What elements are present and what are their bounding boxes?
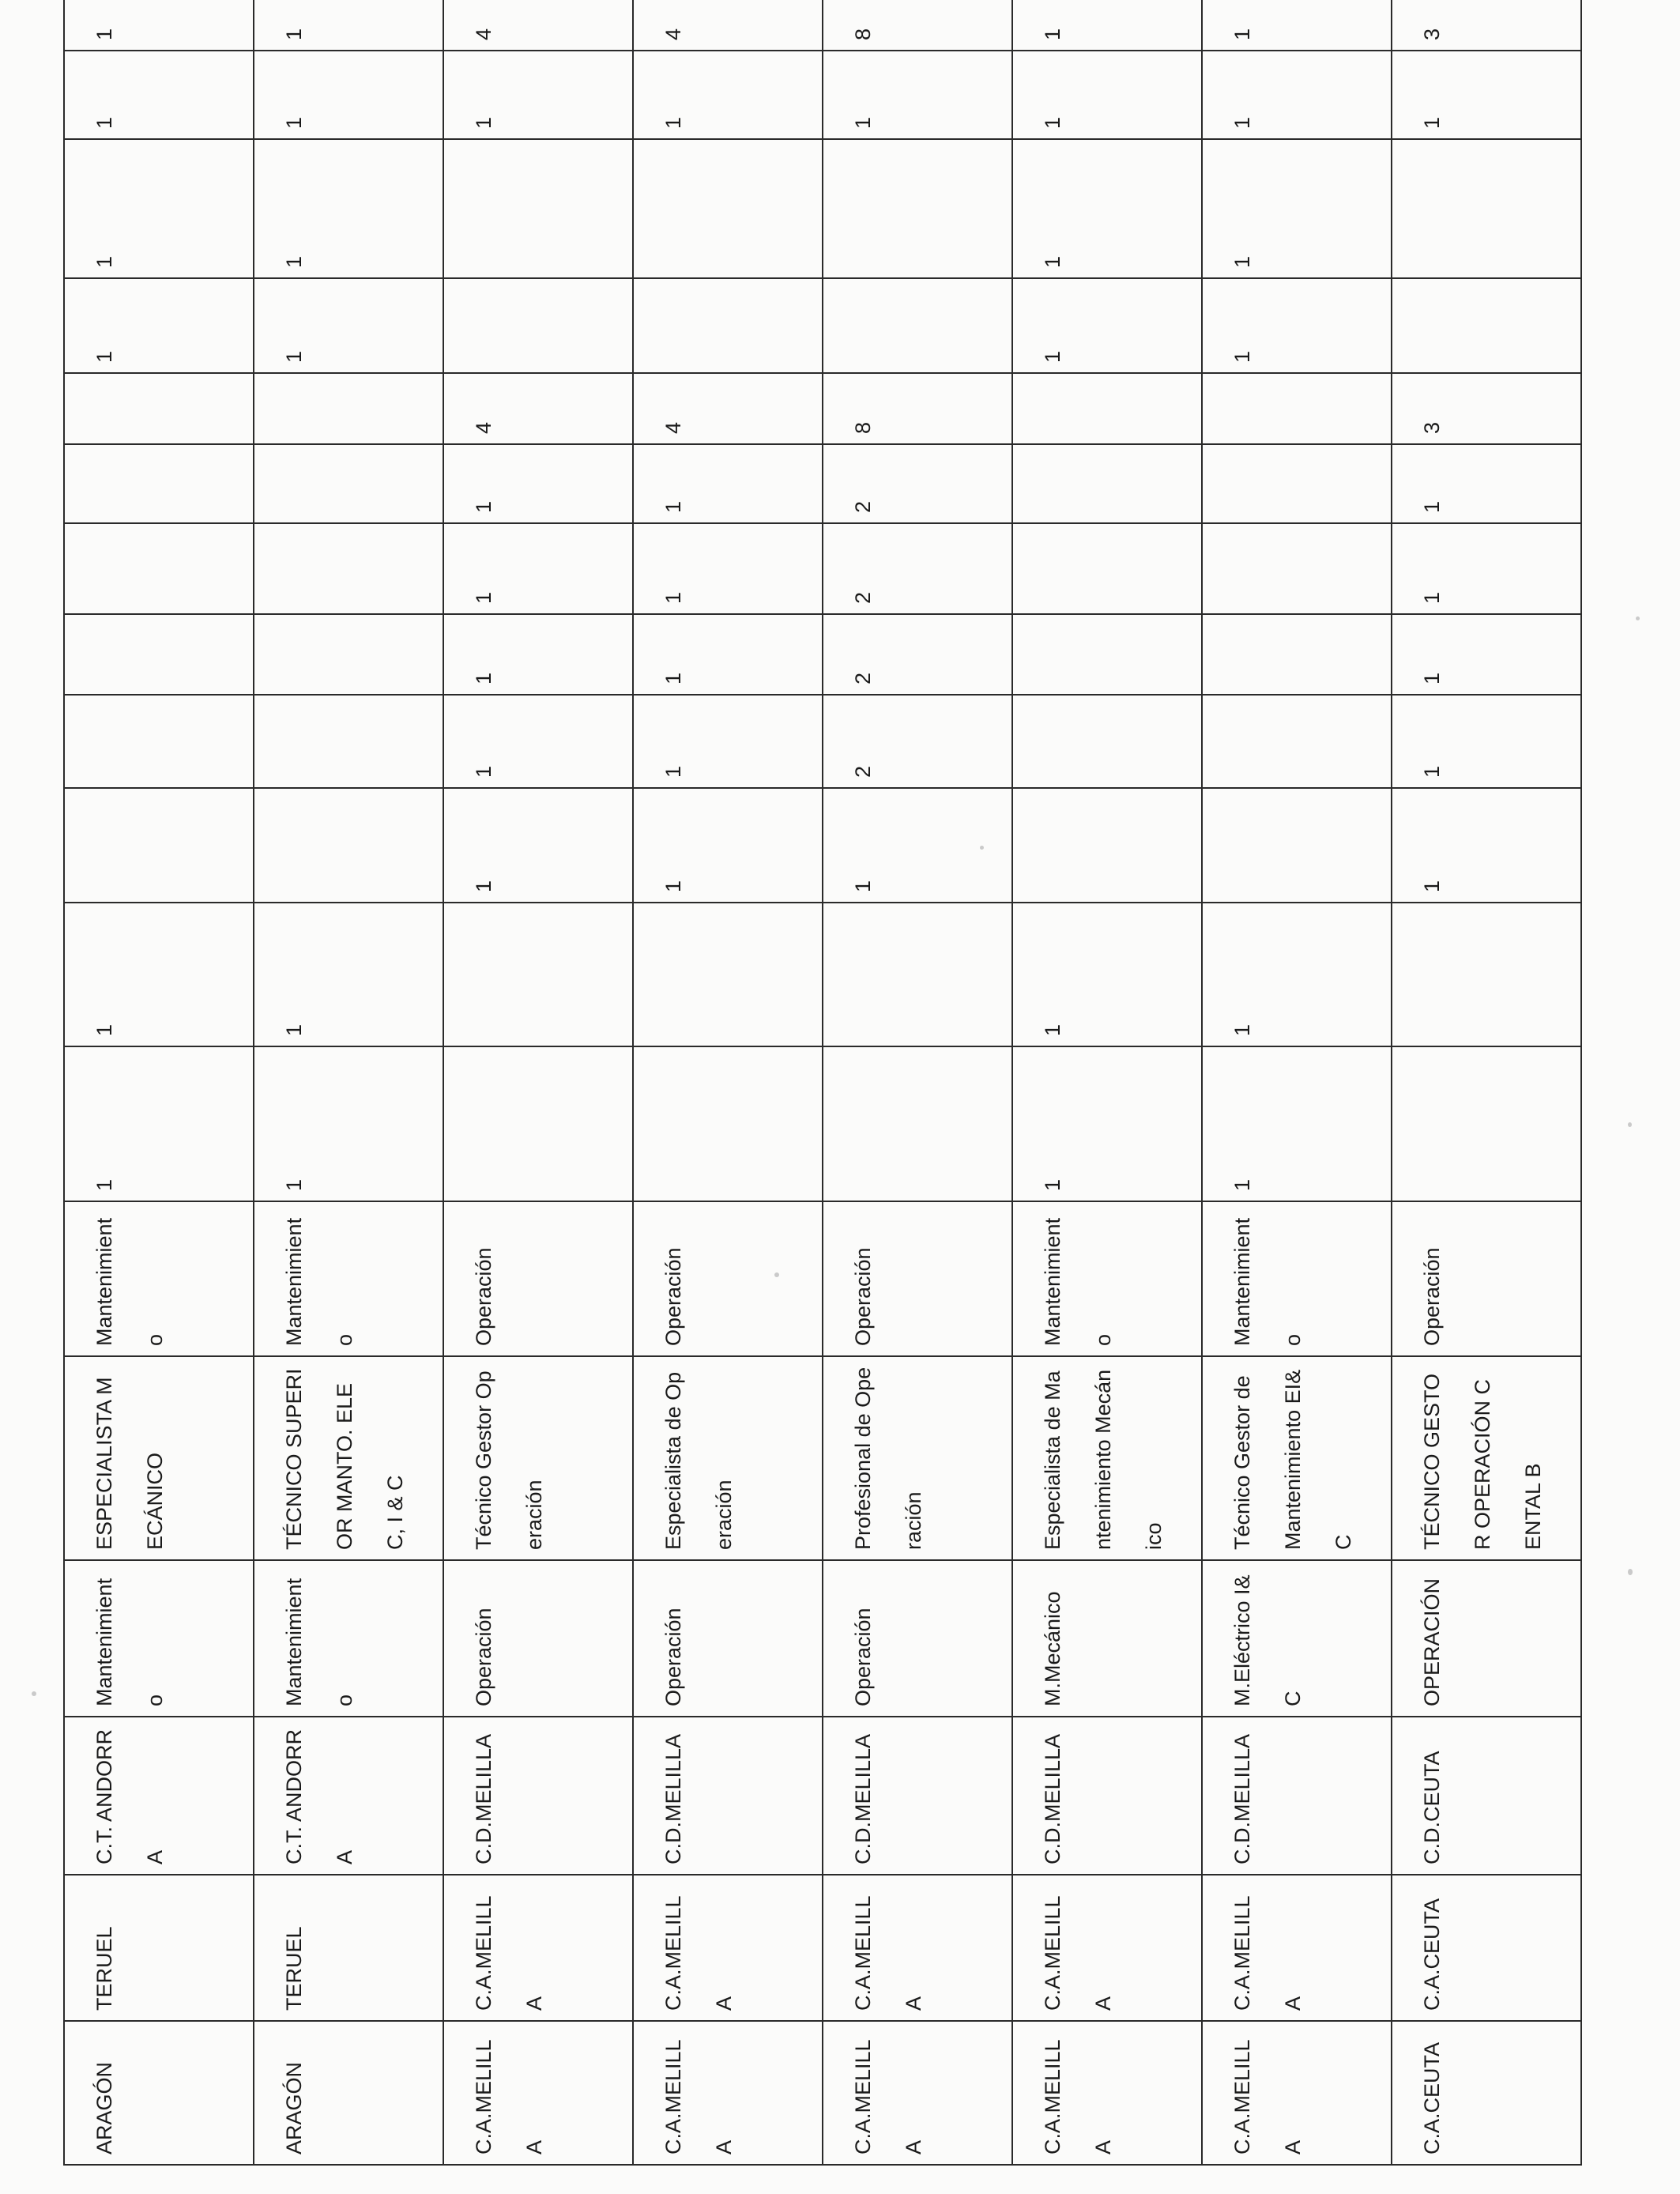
table-cell — [1012, 614, 1202, 695]
table-cell: Profesional de Operación — [823, 1356, 1012, 1560]
table-cell: 1 — [1012, 903, 1202, 1046]
table-cell — [254, 695, 443, 788]
table-cell: 1 — [1392, 695, 1581, 788]
table-cell: 1 — [443, 788, 633, 903]
table-cell — [254, 444, 443, 523]
table-cell — [633, 903, 823, 1046]
table-cell: 1 — [1202, 903, 1392, 1046]
table-cell: 1 — [1012, 0, 1202, 51]
table-cell — [823, 903, 1012, 1046]
table-cell: 1 — [64, 278, 254, 373]
table-cell — [633, 1046, 823, 1201]
table-cell: ESPECIALISTA MECÁNICO — [64, 1356, 254, 1560]
table-cell: TÉCNICO SUPERIOR MANTO. ELEC, I & C — [254, 1356, 443, 1560]
table-cell: C.A.MELILLA — [1012, 2021, 1202, 2165]
table-cell: C.D.MELILLA — [443, 1717, 633, 1875]
table-cell: 2 — [823, 695, 1012, 788]
table-cell: 1 — [254, 139, 443, 278]
table-cell: 1 — [64, 1046, 254, 1201]
rotated-table-container — [63, 12, 1580, 2166]
table-cell — [1392, 139, 1581, 278]
table-cell — [64, 614, 254, 695]
scan-speck — [1628, 1569, 1633, 1575]
table-cell: Mantenimiento — [254, 1560, 443, 1717]
table-cell: 1 — [443, 444, 633, 523]
table-cell — [64, 373, 254, 444]
table-cell: 1 — [443, 695, 633, 788]
table-cell: 1 — [823, 788, 1012, 903]
table-cell: Especialista de Operación — [633, 1356, 823, 1560]
scan-speck — [774, 1272, 779, 1277]
table-cell: ARAGÓN — [254, 2021, 443, 2165]
table-cell: 1 — [64, 903, 254, 1046]
table-cell: 2 — [823, 444, 1012, 523]
table-cell — [1202, 523, 1392, 614]
table-cell: 2 — [823, 614, 1012, 695]
table-cell: C.A.MELILLA — [1202, 1875, 1392, 2021]
table-cell: 3 — [1392, 373, 1581, 444]
table-cell: C.A.CEUTA — [1392, 2021, 1581, 2165]
table-cell — [1202, 695, 1392, 788]
table-cell — [1012, 373, 1202, 444]
table-cell: Mantenimiento — [64, 1560, 254, 1717]
table-row — [443, 0, 633, 2165]
table-cell: 1 — [1012, 278, 1202, 373]
table-cell: 1 — [64, 139, 254, 278]
table-cell: 1 — [633, 51, 823, 139]
table-cell: TERUEL — [254, 1875, 443, 2021]
table-cell — [1012, 788, 1202, 903]
table-cell — [64, 444, 254, 523]
table-cell: 1 — [1392, 788, 1581, 903]
table-cell — [64, 695, 254, 788]
table-cell: 4 — [443, 373, 633, 444]
table-cell: 4 — [633, 0, 823, 51]
table-cell: Operación — [823, 1560, 1012, 1717]
table-cell: 1 — [633, 444, 823, 523]
table-cell: C.D.MELILLA — [633, 1717, 823, 1875]
table-cell: 1 — [64, 0, 254, 51]
table-cell — [1012, 695, 1202, 788]
table-row — [1202, 0, 1392, 2165]
table-row — [64, 0, 254, 2165]
table-cell: 1 — [1392, 614, 1581, 695]
table-cell — [823, 278, 1012, 373]
table-cell: 8 — [823, 0, 1012, 51]
table-cell — [633, 278, 823, 373]
table-cell: 1 — [1202, 278, 1392, 373]
table-cell: 1 — [443, 614, 633, 695]
table-cell — [443, 903, 633, 1046]
table-cell — [633, 139, 823, 278]
table-cell: 1 — [64, 51, 254, 139]
table-cell: ARAGÓN — [64, 2021, 254, 2165]
table-cell: 1 — [633, 695, 823, 788]
table-cell: C.A.MELILLA — [1202, 2021, 1392, 2165]
table-cell: 8 — [823, 373, 1012, 444]
table-cell: 1 — [254, 51, 443, 139]
table-cell — [1202, 444, 1392, 523]
table-cell: C.A.MELILLA — [443, 2021, 633, 2165]
table-row — [254, 0, 443, 2165]
table-cell: C.A.CEUTA — [1392, 1875, 1581, 2021]
table-cell: C.A.MELILLA — [823, 1875, 1012, 2021]
table-cell: 1 — [254, 278, 443, 373]
table-cell: 1 — [254, 903, 443, 1046]
table-cell: OPERACIÓN — [1392, 1560, 1581, 1717]
table-cell: 1 — [1012, 1046, 1202, 1201]
table-cell: Operación — [443, 1560, 633, 1717]
table-cell — [64, 523, 254, 614]
table-cell: C.A.MELILLA — [1012, 1875, 1202, 2021]
table-cell — [823, 139, 1012, 278]
table-cell: 1 — [823, 51, 1012, 139]
table-cell — [1012, 444, 1202, 523]
table-cell: 1 — [443, 523, 633, 614]
table-row — [823, 0, 1012, 2165]
table-cell — [64, 788, 254, 903]
table-cell: 1 — [1392, 444, 1581, 523]
table-cell: 1 — [1202, 1046, 1392, 1201]
table-cell: C.A.MELILLA — [823, 2021, 1012, 2165]
table-cell: C.T. ANDORRA — [254, 1717, 443, 1875]
table-cell — [254, 788, 443, 903]
scan-speck — [980, 846, 984, 850]
table-cell: TÉCNICO GESTOR OPERACIÓN CENTAL B — [1392, 1356, 1581, 1560]
table-body — [64, 0, 1581, 2165]
table-cell — [254, 373, 443, 444]
table-cell: C.D.CEUTA — [1392, 1717, 1581, 1875]
table-cell: Operación — [633, 1560, 823, 1717]
table-cell — [1392, 278, 1581, 373]
table-cell — [254, 614, 443, 695]
table-cell: 1 — [633, 788, 823, 903]
table-cell: C.A.MELILLA — [633, 2021, 823, 2165]
table-cell — [1012, 523, 1202, 614]
table-cell: 1 — [443, 51, 633, 139]
table-cell: C.A.MELILLA — [633, 1875, 823, 2021]
table-cell: C.A.MELILLA — [443, 1875, 633, 2021]
table-cell: 1 — [1012, 139, 1202, 278]
table-row — [633, 0, 823, 2165]
scan-speck — [1628, 1122, 1632, 1127]
table-cell: 4 — [633, 373, 823, 444]
scan-speck — [32, 1691, 36, 1696]
table-cell: Operación — [633, 1201, 823, 1356]
table-cell: 1 — [1202, 0, 1392, 51]
table-cell: Especialista de Mantenimiento Mecánico — [1012, 1356, 1202, 1560]
scan-speck — [1636, 616, 1640, 620]
table-cell: Mantenimiento — [64, 1201, 254, 1356]
table-cell: C.D.MELILLA — [1012, 1717, 1202, 1875]
table-cell — [1202, 373, 1392, 444]
table-cell: 1 — [254, 1046, 443, 1201]
table-cell: TERUEL — [64, 1875, 254, 2021]
table-cell — [443, 1046, 633, 1201]
table-cell: Mantenimiento — [1012, 1201, 1202, 1356]
table-cell: C.D.MELILLA — [823, 1717, 1012, 1875]
table-cell — [823, 1046, 1012, 1201]
table-cell: 1 — [1012, 51, 1202, 139]
table-cell: 1 — [1202, 139, 1392, 278]
table-cell — [1202, 614, 1392, 695]
table-cell: 1 — [1392, 51, 1581, 139]
table-cell: M.Eléctrico I&C — [1202, 1560, 1392, 1717]
table-cell — [1202, 788, 1392, 903]
table-cell: Operación — [1392, 1201, 1581, 1356]
table-cell: 1 — [1392, 523, 1581, 614]
table-cell — [254, 523, 443, 614]
table-cell — [1392, 903, 1581, 1046]
staffing-table — [63, 0, 1582, 2166]
table-cell: 1 — [633, 523, 823, 614]
table-cell — [443, 278, 633, 373]
table-cell: 1 — [254, 0, 443, 51]
table-cell: 2 — [823, 523, 1012, 614]
table-cell: Operación — [443, 1201, 633, 1356]
table-cell: Técnico Gestor de Mantenimiento EI&C — [1202, 1356, 1392, 1560]
table-cell: 3 — [1392, 0, 1581, 51]
table-cell — [1392, 1046, 1581, 1201]
table-cell: Mantenimiento — [254, 1201, 443, 1356]
table-cell: Operación — [823, 1201, 1012, 1356]
table-row — [1012, 0, 1202, 2165]
table-cell: 1 — [633, 614, 823, 695]
table-cell: Técnico Gestor Operación — [443, 1356, 633, 1560]
table-cell: Mantenimiento — [1202, 1201, 1392, 1356]
table-cell: 4 — [443, 0, 633, 51]
table-cell: C.T. ANDORRA — [64, 1717, 254, 1875]
table-cell — [443, 139, 633, 278]
table-cell: M.Mecánico — [1012, 1560, 1202, 1717]
table-cell: C.D.MELILLA — [1202, 1717, 1392, 1875]
table-row — [1392, 0, 1581, 2165]
table-cell: 1 — [1202, 51, 1392, 139]
